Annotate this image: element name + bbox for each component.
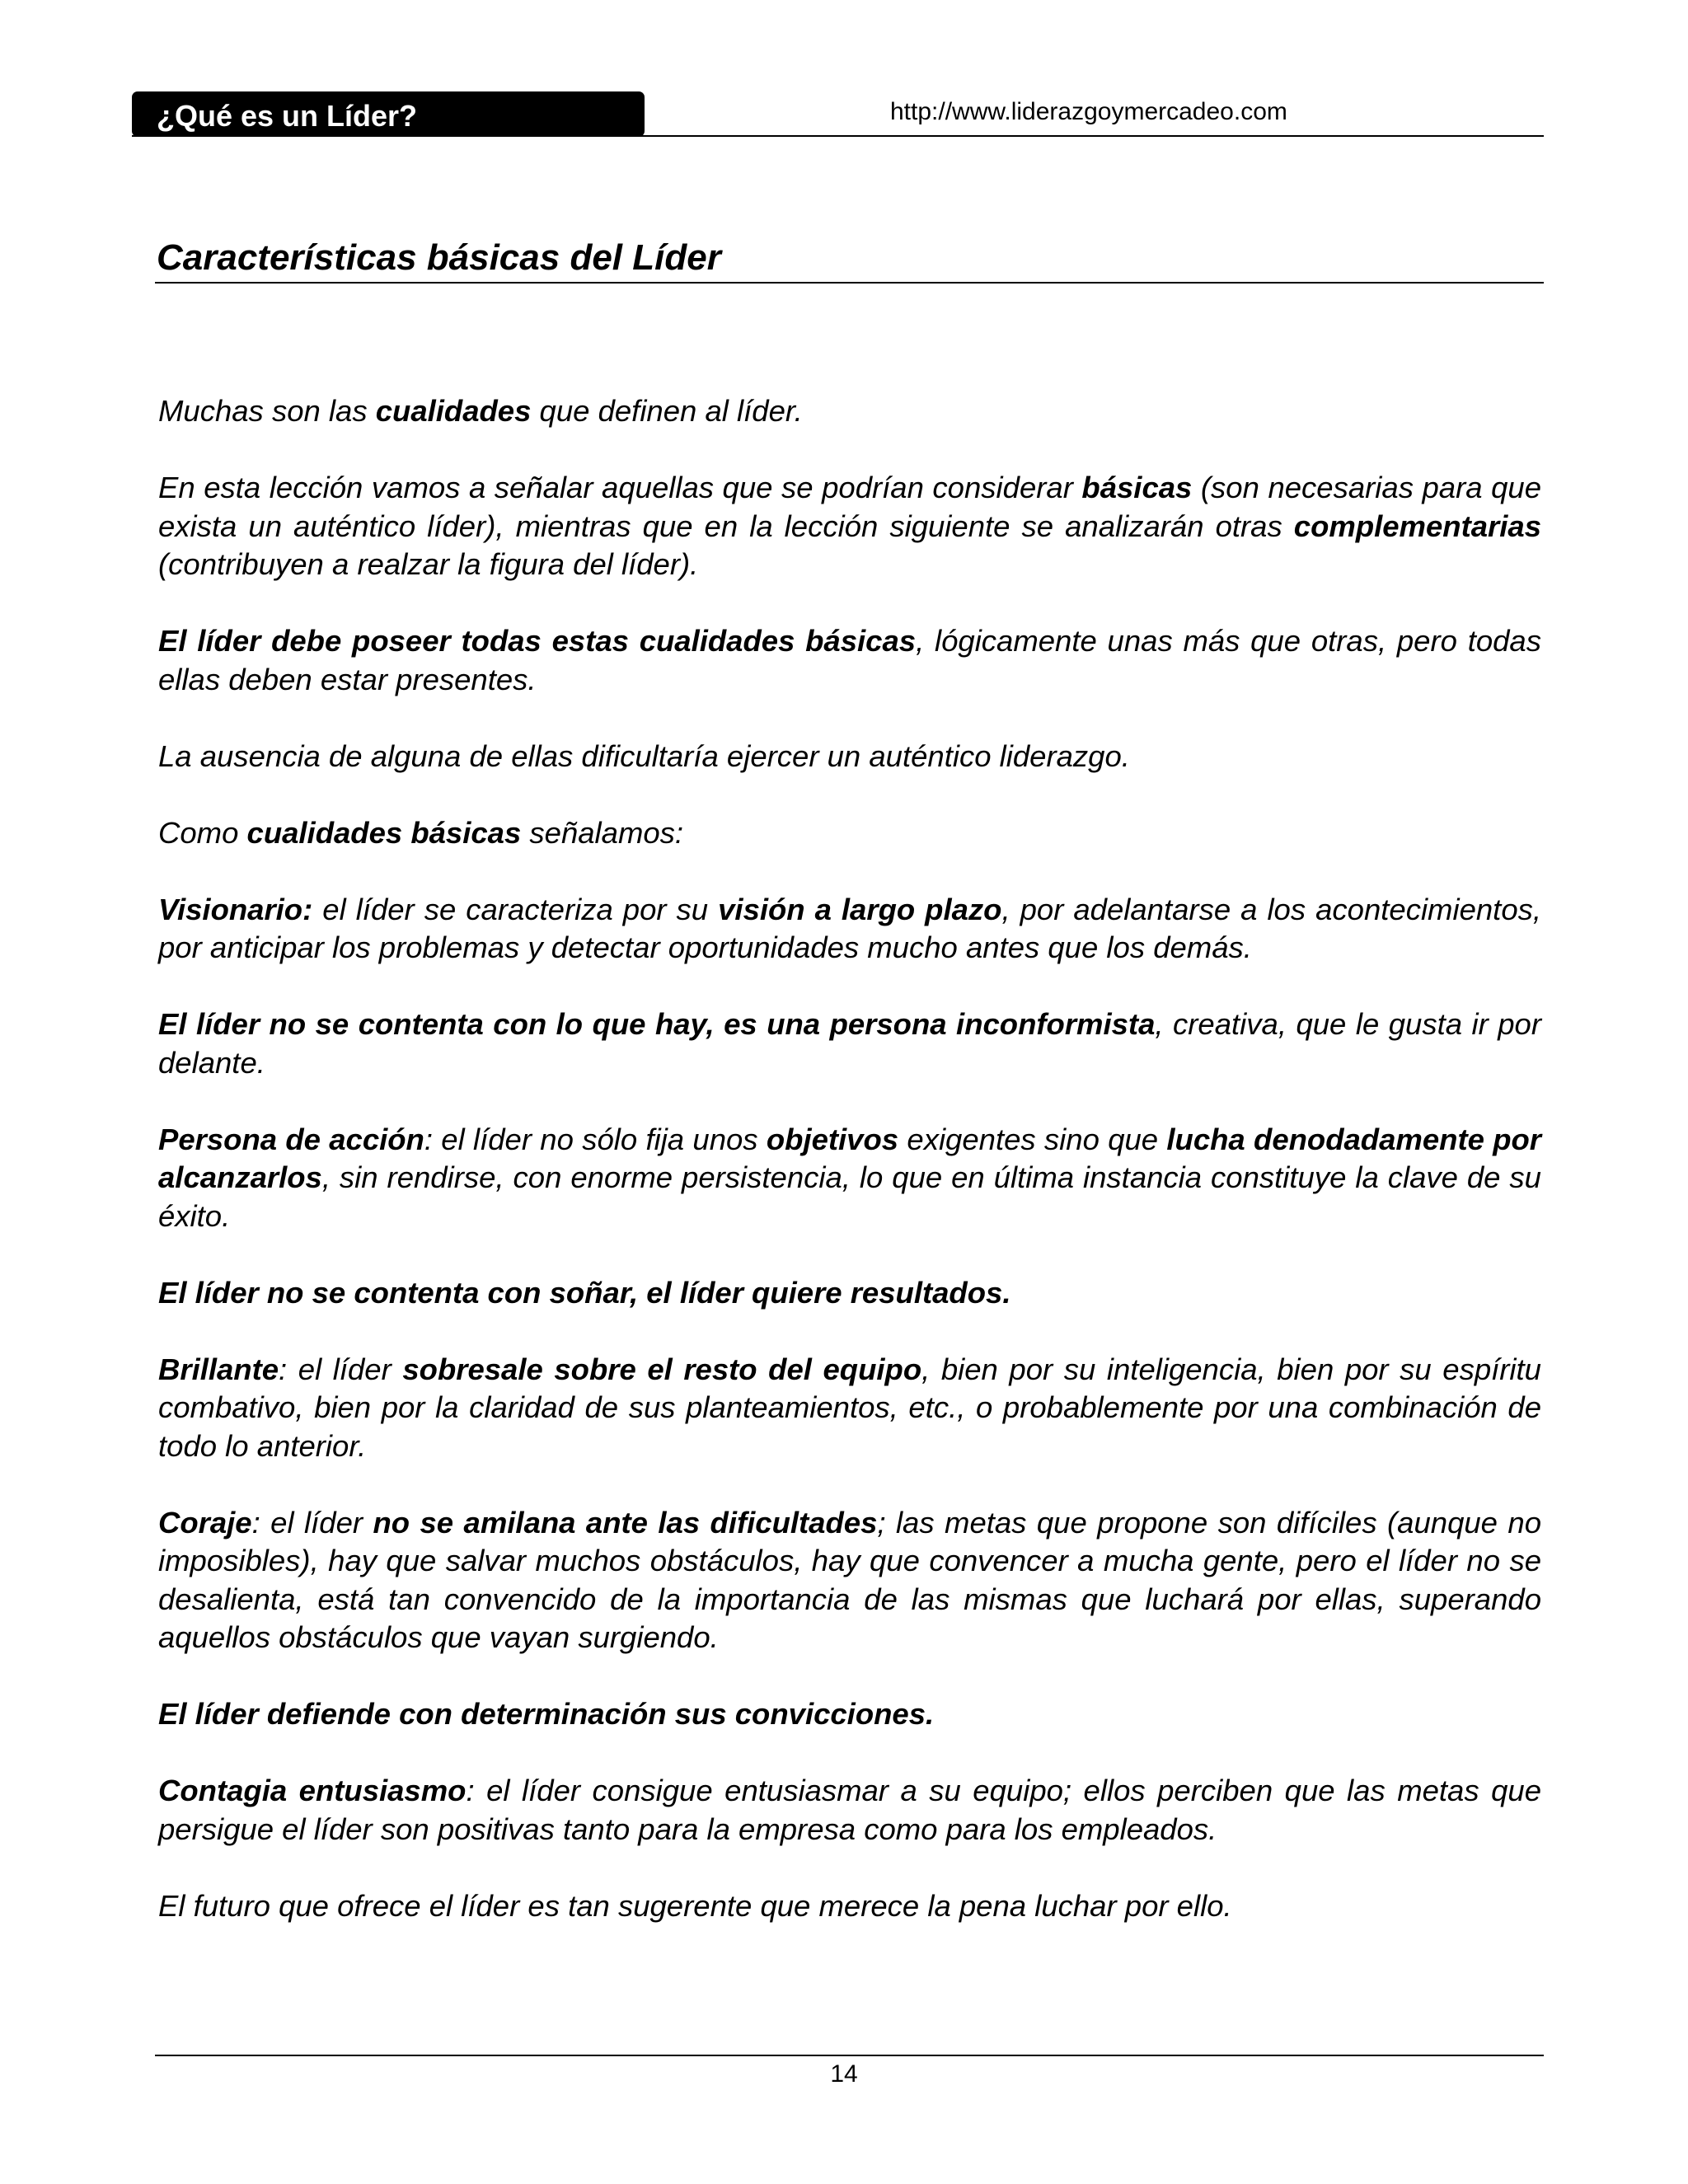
paragraph — [158, 891, 1541, 968]
bold-text: lucha denodadamente por alcanzarlos — [158, 1122, 1541, 1194]
text: , por adelantarse a los acontecimientos, por anticipar los problemas y detectar oportunidades mucho antes que los demás. — [158, 892, 1542, 964]
bold-text: Brillante — [158, 1352, 279, 1386]
bold-text: El líder defiende con determinación sus convicciones. — [158, 1697, 935, 1731]
text: : el líder consigue entusiasmar a su equipo; ellos perciben que las metas que persigue el líder son positivas tanto para la empresa como para los empleados. — [158, 1774, 1541, 1846]
text: El futuro que ofrece el líder es tan sugerente que merece la pena luchar por ello. — [158, 1888, 1232, 1923]
text: En esta lección vamos a señalar aquellas que se podrían considerar — [158, 471, 1082, 504]
text: que definen al líder. — [531, 394, 803, 428]
bold-text: objetivos — [766, 1122, 899, 1156]
text: ; las metas que propone son difíciles (aunque no imposibles), hay que salvar muchos obstáculos, hay que convencer a mucha gente, pero el líder no se desalienta, está tan convencido de la importancia de las mismas que luchará por ellas, superando aquellos obstáculos que vayan surgiendo. — [158, 1505, 1541, 1654]
text: , sin rendirse, con enorme persistencia, lo que en última instancia constituye la clave de su éxito. — [158, 1160, 1541, 1233]
footer-divider — [155, 2055, 1544, 2056]
paragraph — [158, 622, 1541, 699]
header-divider — [132, 135, 1544, 137]
paragraph — [158, 1274, 1541, 1313]
paragraph — [158, 1772, 1541, 1849]
paragraph — [158, 814, 1541, 853]
text: : el líder no sólo fija unos — [424, 1122, 767, 1156]
text: exigentes sino que — [898, 1122, 1167, 1156]
bold-text: complementarias — [1293, 509, 1541, 543]
paragraph — [158, 1351, 1541, 1466]
text: : el líder — [279, 1352, 403, 1386]
text: (son necesarias para que exista un auténtico líder), mientras que en la lección siguiente se analizarán otras — [158, 471, 1541, 543]
bold-text: Persona de acción — [158, 1122, 424, 1156]
bold-text: El líder debe poseer todas estas cualidades básicas — [158, 624, 917, 658]
paragraph — [158, 1504, 1541, 1657]
paragraph — [158, 392, 1541, 431]
bold-text: visión a largo plazo — [718, 892, 1002, 926]
text: (contribuyen a realzar la figura del líder). — [158, 547, 699, 581]
paragraph — [158, 1695, 1541, 1734]
bold-text: Contagia entusiasmo — [158, 1774, 467, 1807]
section-title-divider — [155, 282, 1544, 284]
bold-text: no se amilana ante las dificultades — [373, 1505, 878, 1540]
text: La ausencia de alguna de ellas dificultaría ejercer un auténtico liderazgo. — [158, 738, 1130, 773]
header-url: http://www.liderazgoymercadeo.com — [890, 98, 1287, 125]
bold-text: Coraje — [158, 1505, 252, 1540]
page-number: 14 — [830, 2060, 858, 2088]
text: Muchas son las — [158, 394, 376, 428]
text: , creativa, que le gusta ir por delante. — [158, 1007, 1541, 1080]
paragraph — [158, 469, 1541, 584]
section-title: Características básicas del Líder — [157, 237, 721, 278]
bold-text: básicas — [1081, 471, 1193, 504]
header-title: ¿Qué es un Líder? — [157, 99, 418, 133]
paragraph — [158, 1887, 1541, 1926]
paragraph — [158, 1005, 1541, 1082]
paragraph — [158, 738, 1541, 776]
bold-text: El líder no se contenta con soñar, el líder quiere resultados. — [158, 1275, 1011, 1310]
text: : el líder — [251, 1505, 373, 1540]
header-title-tab — [132, 91, 645, 137]
text: , lógicamente unas más que otras, pero todas ellas deben estar presentes. — [158, 624, 1541, 696]
bold-text: El líder no se contenta con lo que hay, es una persona inconformista — [158, 1007, 1156, 1041]
text: el líder se caracteriza por su — [312, 892, 719, 926]
paragraph — [158, 1121, 1541, 1236]
bold-text: sobresale sobre el resto del equipo — [402, 1352, 922, 1386]
bold-text: cualidades — [375, 394, 532, 428]
bold-text: cualidades básicas — [246, 815, 522, 850]
bold-text: Visionario: — [158, 892, 313, 926]
text: señalamos: — [521, 815, 684, 850]
text: Como — [158, 815, 247, 850]
document-body — [158, 392, 1541, 1964]
text: , bien por su inteligencia, bien por su espíritu combativo, bien por la claridad de sus planteamientos, etc., o probablemente por una combinación de todo lo anterior. — [158, 1352, 1541, 1463]
